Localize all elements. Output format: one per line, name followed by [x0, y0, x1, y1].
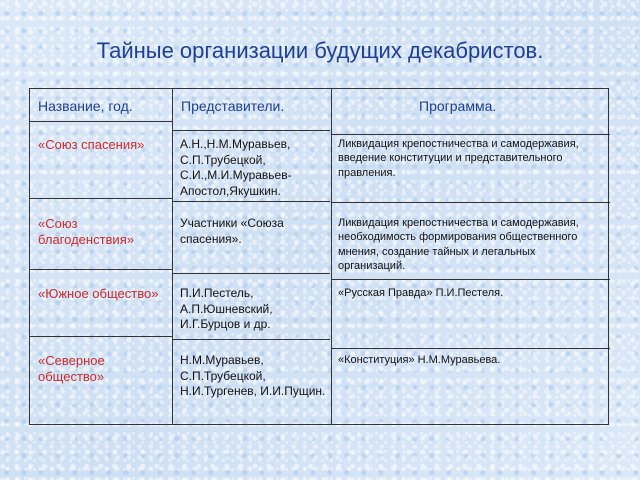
row-divider	[172, 201, 330, 202]
org-name: «Южное общество»	[38, 286, 159, 301]
row-divider	[30, 336, 172, 337]
column-divider	[172, 89, 173, 424]
org-representatives: Участники «Союза спасения».	[180, 216, 284, 246]
org-program: Ликвидация крепостничества и самодержавия, введение конституции и представительного правления.	[338, 138, 579, 179]
org-name: «Союз спасения»	[38, 137, 145, 152]
org-representatives: П.И.Пестель, А.П.Юшневский, И.Г.Бурцов и др.	[180, 286, 273, 332]
column-divider	[331, 89, 332, 424]
row-divider	[331, 202, 610, 203]
row-divider	[30, 198, 172, 199]
org-name: «Северное общество»	[38, 353, 105, 385]
row-divider	[331, 134, 610, 135]
org-program: Ликвидация крепостничества и самодержавия, необходимость формирования общественного мнения, создание тайных и легальных организаций.	[338, 217, 579, 272]
org-name: «Союз благоденствия»	[38, 216, 134, 248]
row-divider	[30, 269, 172, 270]
organizations-table	[29, 88, 609, 425]
page-title: Тайные организации будущих декабристов.	[96, 38, 544, 63]
row-divider	[30, 121, 172, 122]
header-program: Программа.	[419, 98, 497, 114]
org-representatives: Н.М.Муравьев, С.П.Трубецкой, Н.И.Тургенев, И.И.Пущин.	[180, 353, 326, 399]
org-program: «Конституция» Н.М.Муравьева.	[338, 354, 501, 366]
row-divider	[172, 339, 330, 340]
header-name: Название, год.	[38, 98, 133, 114]
org-representatives: А.Н.,Н.М.Муравьев, С.П.Трубецкой, С.И.,М.И.Муравьев-Апостол,Якушкин.	[180, 137, 292, 198]
org-program: «Русская Правда» П.И.Пестеля.	[338, 287, 504, 299]
header-representatives: Представители.	[181, 98, 285, 114]
row-divider	[172, 273, 330, 274]
row-divider	[331, 348, 610, 349]
row-divider	[172, 130, 330, 131]
row-divider	[331, 279, 610, 280]
